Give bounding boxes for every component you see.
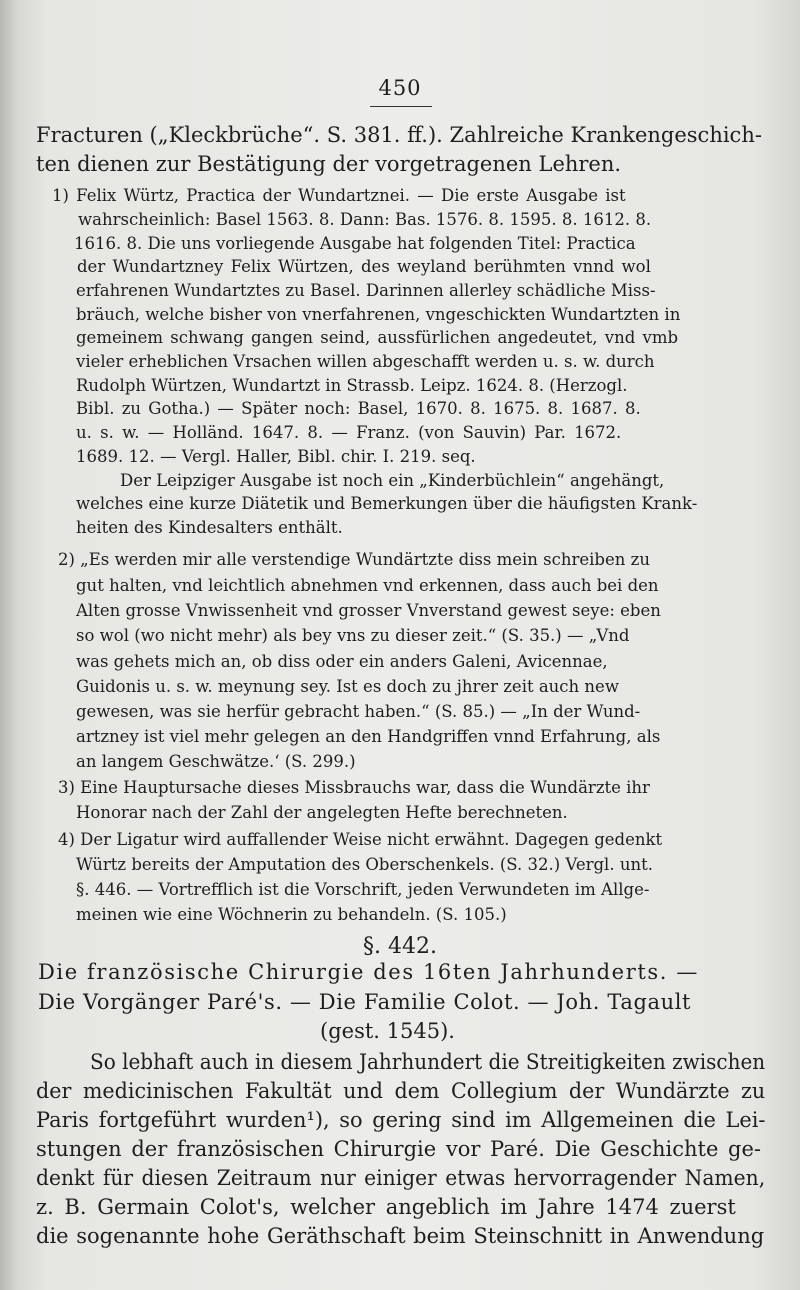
footnote-line: Würtz bereits der Amputation des Oberschenkels. (S. 32.) Vergl. unt. bbox=[76, 855, 653, 874]
footnote-line: an langem Geschwätze.‘ (S. 299.) bbox=[76, 752, 356, 771]
footnote-line: 4) Der Ligatur wird auffallender Weise nicht erwähnt. Dagegen gedenkt bbox=[58, 830, 663, 849]
footnote-line: 1) Felix Würtz, Practica der Wundartznei. — Die erste Ausgabe ist bbox=[52, 186, 626, 205]
footnote-line: wahrscheinlich: Basel 1563. 8. Dann: Bas. 1576. 8. 1595. 8. 1612. 8. bbox=[78, 210, 652, 229]
footnote-line: Der Leipziger Ausgabe ist noch ein „Kinderbüchlein“ angehängt, bbox=[120, 471, 665, 490]
footnote-line: 2) „Es werden mir alle verstendige Wundärtzte diss mein schreiben zu bbox=[58, 550, 650, 569]
footnote-line: erfahrenen Wundartztes zu Basel. Darinnen allerley schädliche Miss- bbox=[76, 281, 656, 300]
page-number-rule bbox=[370, 106, 432, 107]
body-line: die sogenannte hohe Geräthschaft beim Steinschnitt in Anwendung bbox=[36, 1224, 765, 1248]
footnote-line: vieler erheblichen Vrsachen willen abgeschafft werden u. s. w. durch bbox=[76, 352, 655, 371]
footnote-line: meinen wie eine Wöchnerin zu behandeln. (S. 105.) bbox=[76, 905, 507, 924]
footnote-line: bräuch, welche bisher von vnerfahrenen, vngeschickten Wundartzten in bbox=[76, 305, 681, 324]
footnote-line: gut halten, vnd leichtlich abnehmen vnd erkennen, dass auch bei den bbox=[76, 576, 659, 595]
footnote-line: Guidonis u. s. w. meynung sey. Ist es doch zu jhrer zeit auch new bbox=[76, 677, 619, 696]
footnote-line: Rudolph Würtzen, Wundartzt in Strassb. Leipz. 1624. 8. (Herzogl. bbox=[76, 376, 628, 395]
footnote-line: 3) Eine Hauptursache dieses Missbrauchs war, dass die Wundärzte ihr bbox=[58, 778, 650, 797]
heading-line: (gest. 1545). bbox=[320, 1019, 455, 1043]
footnote-line: gemeinem schwang gangen seind, aussfürlichen angedeutet, vnd vmb bbox=[76, 328, 679, 347]
footnote-line: so wol (wo nicht mehr) als bey vns zu dieser zeit.“ (S. 35.) — „Vnd bbox=[76, 626, 630, 645]
footnote-line: §. 446. — Vortrefflich ist die Vorschrift, jeden Verwundeten im Allge- bbox=[76, 880, 650, 899]
body-line: stungen der französischen Chirurgie vor Paré. Die Geschichte ge- bbox=[36, 1137, 762, 1161]
footnote-line: gewesen, was sie herfür gebracht haben.“ (S. 85.) — „In der Wund- bbox=[76, 702, 641, 721]
body-line: der medicinischen Fakultät und dem Collegium der Wundärzte zu bbox=[36, 1079, 766, 1103]
footnote-line: artzney ist viel mehr gelegen an den Handgriffen vnnd Erfahrung, als bbox=[76, 727, 661, 746]
footnote-line: u. s. w. — Holländ. 1647. 8. — Franz. (von Sauvin) Par. 1672. bbox=[76, 423, 622, 442]
footnote-line: Honorar nach der Zahl der angelegten Hefte berechneten. bbox=[76, 803, 568, 822]
intro-line: Fracturen („Kleckbrüche“. S. 381. ff.). Zahlreiche Krankengeschich- bbox=[36, 123, 762, 147]
body-line: z. B. Germain Colot's, welcher angeblich im Jahre 1474 zuerst bbox=[36, 1195, 736, 1219]
footnote-line: was gehets mich an, ob diss oder ein anders Galeni, Avicennae, bbox=[76, 652, 608, 671]
footnote-line: 1616. 8. Die uns vorliegende Ausgabe hat folgenden Titel: Practica bbox=[74, 234, 636, 253]
footnote-line: Bibl. zu Gotha.) — Später noch: Basel, 1670. 8. 1675. 8. 1687. 8. bbox=[76, 399, 641, 418]
page-edge-shadow bbox=[0, 0, 18, 1290]
heading-line: Die Vorgänger Paré's. — Die Familie Colot. — Joh. Tagault bbox=[38, 990, 692, 1014]
heading-line: Die französische Chirurgie des 16ten Jahrhunderts. — bbox=[38, 960, 699, 984]
footnote-line: welches eine kurze Diätetik und Bemerkungen über die häufigsten Krank- bbox=[76, 494, 698, 513]
section-number: §. 442. bbox=[363, 934, 437, 959]
footnote-line: der Wundartzney Felix Würtzen, des weyland berühmten vnnd wol bbox=[77, 257, 651, 276]
intro-line: ten dienen zur Bestätigung der vorgetragenen Lehren. bbox=[36, 152, 622, 176]
body-line: So lebhaft auch in diesem Jahrhundert die Streitigkeiten zwischen bbox=[90, 1050, 766, 1074]
body-line: denkt für diesen Zeitraum nur einiger etwas hervorragender Namen, bbox=[36, 1166, 766, 1190]
body-line: Paris fortgeführt wurden¹), so gering sind im Allgemeinen die Lei- bbox=[36, 1108, 766, 1132]
footnote-line: Alten grosse Vnwissenheit vnd grosser Vnverstand gewest seye: eben bbox=[76, 601, 661, 620]
page-number: 450 bbox=[378, 76, 422, 100]
footnote-line: heiten des Kindesalters enthält. bbox=[76, 518, 343, 537]
footnote-line: 1689. 12. — Vergl. Haller, Bibl. chir. I. 219. seq. bbox=[76, 447, 476, 466]
